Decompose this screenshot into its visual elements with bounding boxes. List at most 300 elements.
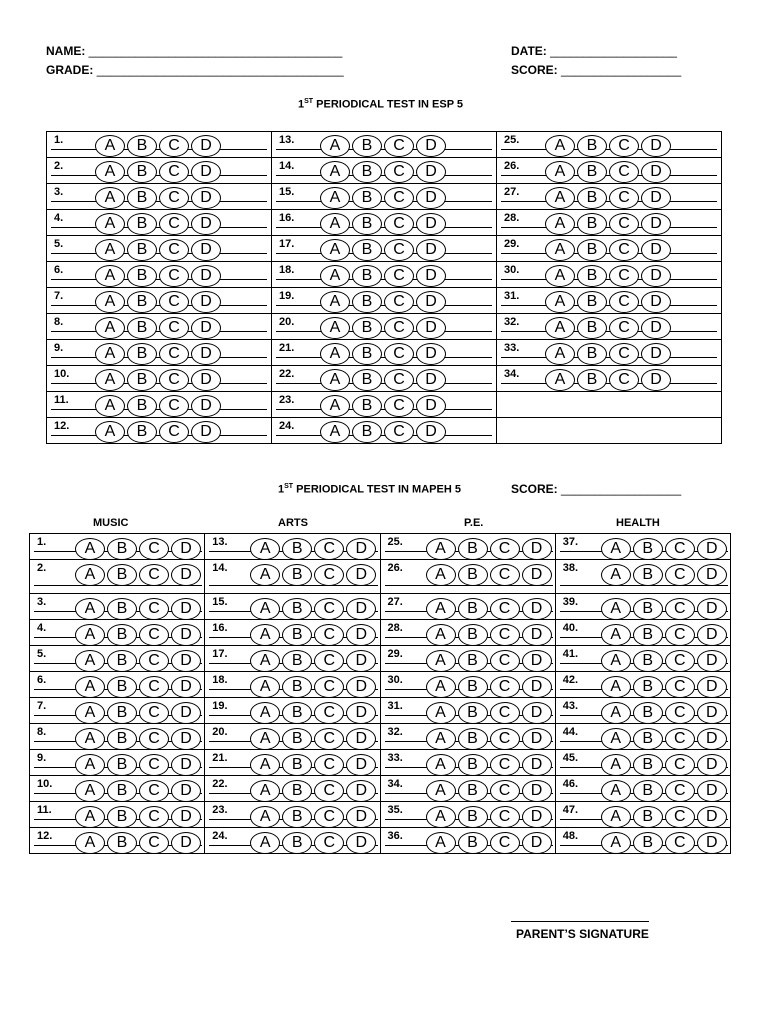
answer-bubble-b[interactable]: B: [352, 369, 382, 391]
answer-bubble-b[interactable]: B: [127, 265, 157, 287]
answer-bubble-a[interactable]: A: [426, 624, 456, 646]
answer-bubble-d[interactable]: D: [416, 239, 446, 261]
answer-bubble-b[interactable]: B: [107, 780, 137, 802]
answer-bubble-d[interactable]: D: [171, 728, 201, 750]
answer-bubble-d[interactable]: D: [171, 650, 201, 672]
answer-bubble-c[interactable]: C: [139, 702, 169, 724]
answer-bubble-b[interactable]: B: [352, 161, 382, 183]
answer-bubble-d[interactable]: D: [416, 187, 446, 209]
answer-bubble-b[interactable]: B: [577, 343, 607, 365]
answer-bubble-b[interactable]: B: [458, 624, 488, 646]
answer-bubble-a[interactable]: A: [426, 780, 456, 802]
answer-bubble-a[interactable]: A: [320, 395, 350, 417]
answer-bubble-d[interactable]: D: [522, 650, 552, 672]
answer-bubble-a[interactable]: A: [426, 832, 456, 854]
answer-bubble-d[interactable]: D: [416, 161, 446, 183]
answer-bubble-b[interactable]: B: [458, 780, 488, 802]
answer-bubble-a[interactable]: A: [250, 598, 280, 620]
answer-bubble-a[interactable]: A: [75, 624, 105, 646]
answer-bubble-c[interactable]: C: [384, 317, 414, 339]
answer-bubble-c[interactable]: C: [665, 832, 695, 854]
answer-bubble-c[interactable]: C: [490, 832, 520, 854]
grade-blank[interactable]: _____________________________________: [96, 63, 344, 77]
answer-bubble-a[interactable]: A: [601, 564, 631, 586]
answer-bubble-c[interactable]: C: [609, 135, 639, 157]
answer-bubble-d[interactable]: D: [697, 564, 727, 586]
answer-bubble-b[interactable]: B: [107, 728, 137, 750]
answer-bubble-b[interactable]: B: [107, 832, 137, 854]
answer-bubble-b[interactable]: B: [127, 187, 157, 209]
answer-bubble-b[interactable]: B: [458, 598, 488, 620]
answer-bubble-c[interactable]: C: [665, 806, 695, 828]
answer-bubble-b[interactable]: B: [282, 650, 312, 672]
answer-bubble-d[interactable]: D: [641, 187, 671, 209]
answer-bubble-c[interactable]: C: [665, 728, 695, 750]
answer-bubble-d[interactable]: D: [416, 135, 446, 157]
answer-bubble-d[interactable]: D: [346, 624, 376, 646]
answer-bubble-b[interactable]: B: [127, 213, 157, 235]
answer-bubble-c[interactable]: C: [384, 265, 414, 287]
answer-bubble-b[interactable]: B: [107, 598, 137, 620]
answer-bubble-c[interactable]: C: [314, 624, 344, 646]
answer-bubble-a[interactable]: A: [601, 728, 631, 750]
answer-bubble-d[interactable]: D: [522, 728, 552, 750]
answer-bubble-c[interactable]: C: [384, 161, 414, 183]
answer-bubble-c[interactable]: C: [314, 754, 344, 776]
answer-bubble-d[interactable]: D: [522, 538, 552, 560]
answer-bubble-d[interactable]: D: [522, 780, 552, 802]
answer-bubble-a[interactable]: A: [250, 806, 280, 828]
answer-bubble-d[interactable]: D: [697, 598, 727, 620]
answer-bubble-b[interactable]: B: [282, 598, 312, 620]
answer-bubble-a[interactable]: A: [75, 780, 105, 802]
answer-bubble-d[interactable]: D: [416, 291, 446, 313]
answer-bubble-c[interactable]: C: [139, 564, 169, 586]
answer-bubble-c[interactable]: C: [665, 754, 695, 776]
answer-bubble-b[interactable]: B: [458, 564, 488, 586]
answer-bubble-b[interactable]: B: [577, 239, 607, 261]
answer-bubble-d[interactable]: D: [416, 421, 446, 443]
answer-bubble-d[interactable]: D: [171, 780, 201, 802]
answer-bubble-d[interactable]: D: [697, 538, 727, 560]
answer-bubble-b[interactable]: B: [127, 291, 157, 313]
answer-bubble-a[interactable]: A: [95, 213, 125, 235]
answer-bubble-d[interactable]: D: [697, 780, 727, 802]
answer-bubble-d[interactable]: D: [697, 806, 727, 828]
answer-bubble-a[interactable]: A: [601, 624, 631, 646]
answer-bubble-a[interactable]: A: [545, 369, 575, 391]
answer-bubble-a[interactable]: A: [75, 728, 105, 750]
answer-bubble-c[interactable]: C: [609, 291, 639, 313]
answer-bubble-d[interactable]: D: [641, 369, 671, 391]
answer-bubble-c[interactable]: C: [159, 369, 189, 391]
answer-bubble-b[interactable]: B: [282, 564, 312, 586]
answer-bubble-a[interactable]: A: [426, 538, 456, 560]
answer-bubble-d[interactable]: D: [191, 135, 221, 157]
answer-bubble-b[interactable]: B: [107, 754, 137, 776]
answer-bubble-b[interactable]: B: [282, 702, 312, 724]
answer-bubble-b[interactable]: B: [633, 780, 663, 802]
answer-bubble-d[interactable]: D: [641, 135, 671, 157]
answer-bubble-b[interactable]: B: [282, 624, 312, 646]
answer-bubble-a[interactable]: A: [545, 135, 575, 157]
answer-bubble-b[interactable]: B: [577, 291, 607, 313]
answer-bubble-c[interactable]: C: [609, 239, 639, 261]
answer-bubble-a[interactable]: A: [75, 754, 105, 776]
answer-bubble-b[interactable]: B: [458, 832, 488, 854]
answer-bubble-d[interactable]: D: [697, 702, 727, 724]
answer-bubble-a[interactable]: A: [601, 806, 631, 828]
answer-bubble-a[interactable]: A: [250, 832, 280, 854]
answer-bubble-b[interactable]: B: [107, 538, 137, 560]
answer-bubble-d[interactable]: D: [346, 538, 376, 560]
answer-bubble-c[interactable]: C: [314, 832, 344, 854]
answer-bubble-c[interactable]: C: [384, 343, 414, 365]
answer-bubble-a[interactable]: A: [95, 343, 125, 365]
answer-bubble-b[interactable]: B: [633, 624, 663, 646]
answer-bubble-d[interactable]: D: [171, 676, 201, 698]
answer-bubble-c[interactable]: C: [139, 538, 169, 560]
answer-bubble-d[interactable]: D: [697, 754, 727, 776]
answer-bubble-c[interactable]: C: [609, 369, 639, 391]
answer-bubble-b[interactable]: B: [577, 265, 607, 287]
answer-bubble-d[interactable]: D: [641, 213, 671, 235]
answer-bubble-d[interactable]: D: [346, 564, 376, 586]
answer-bubble-c[interactable]: C: [314, 650, 344, 672]
answer-bubble-d[interactable]: D: [416, 369, 446, 391]
answer-bubble-b[interactable]: B: [633, 728, 663, 750]
answer-bubble-d[interactable]: D: [346, 650, 376, 672]
answer-bubble-b[interactable]: B: [577, 317, 607, 339]
answer-bubble-a[interactable]: A: [320, 135, 350, 157]
answer-bubble-a[interactable]: A: [95, 291, 125, 313]
answer-bubble-a[interactable]: A: [426, 806, 456, 828]
answer-bubble-d[interactable]: D: [522, 564, 552, 586]
answer-bubble-b[interactable]: B: [107, 650, 137, 672]
answer-bubble-a[interactable]: A: [601, 702, 631, 724]
grade-field[interactable]: [46, 63, 344, 77]
mapeh-score-field[interactable]: [511, 482, 681, 496]
answer-bubble-c[interactable]: C: [609, 265, 639, 287]
answer-bubble-b[interactable]: B: [282, 538, 312, 560]
answer-bubble-c[interactable]: C: [139, 832, 169, 854]
answer-bubble-d[interactable]: D: [191, 265, 221, 287]
answer-bubble-c[interactable]: C: [665, 564, 695, 586]
answer-bubble-c[interactable]: C: [490, 780, 520, 802]
answer-bubble-a[interactable]: A: [545, 213, 575, 235]
answer-bubble-b[interactable]: B: [577, 369, 607, 391]
answer-bubble-a[interactable]: A: [250, 564, 280, 586]
answer-bubble-c[interactable]: C: [665, 780, 695, 802]
answer-bubble-a[interactable]: A: [75, 806, 105, 828]
answer-bubble-a[interactable]: A: [95, 317, 125, 339]
answer-bubble-c[interactable]: C: [490, 598, 520, 620]
answer-bubble-c[interactable]: C: [490, 702, 520, 724]
answer-bubble-d[interactable]: D: [697, 624, 727, 646]
answer-bubble-c[interactable]: C: [314, 702, 344, 724]
answer-bubble-c[interactable]: C: [490, 538, 520, 560]
answer-bubble-a[interactable]: A: [75, 676, 105, 698]
answer-bubble-a[interactable]: A: [601, 780, 631, 802]
answer-bubble-b[interactable]: B: [127, 421, 157, 443]
answer-bubble-b[interactable]: B: [458, 728, 488, 750]
answer-bubble-a[interactable]: A: [95, 187, 125, 209]
answer-bubble-c[interactable]: C: [609, 317, 639, 339]
answer-bubble-a[interactable]: A: [601, 832, 631, 854]
answer-bubble-c[interactable]: C: [384, 395, 414, 417]
answer-bubble-d[interactable]: D: [416, 343, 446, 365]
answer-bubble-c[interactable]: C: [314, 728, 344, 750]
answer-bubble-a[interactable]: A: [601, 754, 631, 776]
answer-bubble-c[interactable]: C: [490, 806, 520, 828]
answer-bubble-d[interactable]: D: [191, 187, 221, 209]
answer-bubble-d[interactable]: D: [191, 213, 221, 235]
answer-bubble-b[interactable]: B: [458, 702, 488, 724]
answer-bubble-a[interactable]: A: [75, 598, 105, 620]
answer-bubble-d[interactable]: D: [697, 832, 727, 854]
answer-bubble-c[interactable]: C: [609, 187, 639, 209]
answer-bubble-d[interactable]: D: [416, 317, 446, 339]
answer-bubble-c[interactable]: C: [665, 702, 695, 724]
answer-bubble-c[interactable]: C: [139, 780, 169, 802]
answer-bubble-b[interactable]: B: [282, 676, 312, 698]
answer-bubble-c[interactable]: C: [314, 598, 344, 620]
answer-bubble-b[interactable]: B: [352, 213, 382, 235]
answer-bubble-d[interactable]: D: [522, 598, 552, 620]
answer-bubble-b[interactable]: B: [352, 265, 382, 287]
answer-bubble-c[interactable]: C: [609, 161, 639, 183]
answer-bubble-a[interactable]: A: [320, 343, 350, 365]
answer-bubble-d[interactable]: D: [697, 650, 727, 672]
answer-bubble-a[interactable]: A: [320, 369, 350, 391]
answer-bubble-a[interactable]: A: [250, 780, 280, 802]
answer-bubble-d[interactable]: D: [346, 806, 376, 828]
answer-bubble-a[interactable]: A: [95, 265, 125, 287]
answer-bubble-c[interactable]: C: [384, 213, 414, 235]
answer-bubble-d[interactable]: D: [641, 161, 671, 183]
answer-bubble-a[interactable]: A: [250, 728, 280, 750]
answer-bubble-c[interactable]: C: [314, 564, 344, 586]
answer-bubble-d[interactable]: D: [697, 676, 727, 698]
answer-bubble-c[interactable]: C: [314, 676, 344, 698]
answer-bubble-c[interactable]: C: [665, 624, 695, 646]
answer-bubble-c[interactable]: C: [159, 317, 189, 339]
answer-bubble-c[interactable]: C: [490, 624, 520, 646]
answer-bubble-a[interactable]: A: [95, 161, 125, 183]
answer-bubble-b[interactable]: B: [127, 369, 157, 391]
answer-bubble-d[interactable]: D: [346, 754, 376, 776]
answer-bubble-d[interactable]: D: [522, 832, 552, 854]
answer-bubble-a[interactable]: A: [75, 538, 105, 560]
answer-bubble-a[interactable]: A: [320, 317, 350, 339]
answer-bubble-d[interactable]: D: [191, 317, 221, 339]
answer-bubble-c[interactable]: C: [139, 754, 169, 776]
answer-bubble-b[interactable]: B: [107, 702, 137, 724]
answer-bubble-b[interactable]: B: [577, 135, 607, 157]
answer-bubble-d[interactable]: D: [346, 702, 376, 724]
answer-bubble-b[interactable]: B: [352, 317, 382, 339]
answer-bubble-b[interactable]: B: [282, 806, 312, 828]
answer-bubble-b[interactable]: B: [633, 806, 663, 828]
answer-bubble-b[interactable]: B: [127, 239, 157, 261]
answer-bubble-b[interactable]: B: [633, 564, 663, 586]
answer-bubble-a[interactable]: A: [320, 265, 350, 287]
answer-bubble-a[interactable]: A: [320, 421, 350, 443]
answer-bubble-b[interactable]: B: [107, 806, 137, 828]
answer-bubble-c[interactable]: C: [159, 213, 189, 235]
answer-bubble-a[interactable]: A: [320, 161, 350, 183]
answer-bubble-b[interactable]: B: [577, 161, 607, 183]
answer-bubble-c[interactable]: C: [139, 728, 169, 750]
answer-bubble-a[interactable]: A: [545, 161, 575, 183]
answer-bubble-b[interactable]: B: [633, 754, 663, 776]
answer-bubble-b[interactable]: B: [127, 317, 157, 339]
answer-bubble-c[interactable]: C: [159, 187, 189, 209]
date-field[interactable]: [511, 44, 677, 58]
answer-bubble-d[interactable]: D: [641, 239, 671, 261]
answer-bubble-b[interactable]: B: [352, 187, 382, 209]
answer-bubble-b[interactable]: B: [458, 754, 488, 776]
answer-bubble-d[interactable]: D: [416, 395, 446, 417]
answer-bubble-b[interactable]: B: [458, 806, 488, 828]
answer-bubble-c[interactable]: C: [490, 650, 520, 672]
answer-bubble-a[interactable]: A: [426, 702, 456, 724]
answer-bubble-d[interactable]: D: [171, 832, 201, 854]
answer-bubble-a[interactable]: A: [545, 239, 575, 261]
answer-bubble-d[interactable]: D: [171, 598, 201, 620]
answer-bubble-c[interactable]: C: [384, 421, 414, 443]
answer-bubble-b[interactable]: B: [352, 421, 382, 443]
answer-bubble-d[interactable]: D: [641, 291, 671, 313]
answer-bubble-d[interactable]: D: [697, 728, 727, 750]
answer-bubble-c[interactable]: C: [159, 239, 189, 261]
answer-bubble-a[interactable]: A: [95, 369, 125, 391]
answer-bubble-d[interactable]: D: [346, 598, 376, 620]
answer-bubble-d[interactable]: D: [171, 538, 201, 560]
answer-bubble-a[interactable]: A: [75, 832, 105, 854]
answer-bubble-d[interactable]: D: [522, 676, 552, 698]
answer-bubble-a[interactable]: A: [75, 650, 105, 672]
answer-bubble-d[interactable]: D: [171, 806, 201, 828]
answer-bubble-b[interactable]: B: [127, 343, 157, 365]
answer-bubble-b[interactable]: B: [577, 213, 607, 235]
answer-bubble-d[interactable]: D: [191, 395, 221, 417]
answer-bubble-b[interactable]: B: [127, 395, 157, 417]
score-blank[interactable]: __________________: [561, 63, 682, 77]
answer-bubble-d[interactable]: D: [641, 343, 671, 365]
name-field[interactable]: [46, 44, 342, 58]
answer-bubble-c[interactable]: C: [159, 343, 189, 365]
answer-bubble-a[interactable]: A: [75, 564, 105, 586]
answer-bubble-d[interactable]: D: [171, 624, 201, 646]
answer-bubble-b[interactable]: B: [282, 832, 312, 854]
answer-bubble-c[interactable]: C: [159, 161, 189, 183]
answer-bubble-d[interactable]: D: [416, 265, 446, 287]
answer-bubble-b[interactable]: B: [633, 650, 663, 672]
answer-bubble-a[interactable]: A: [426, 564, 456, 586]
answer-bubble-d[interactable]: D: [346, 676, 376, 698]
answer-bubble-d[interactable]: D: [171, 702, 201, 724]
answer-bubble-a[interactable]: A: [250, 624, 280, 646]
answer-bubble-c[interactable]: C: [490, 754, 520, 776]
answer-bubble-a[interactable]: A: [250, 702, 280, 724]
answer-bubble-c[interactable]: C: [139, 806, 169, 828]
answer-bubble-d[interactable]: D: [522, 702, 552, 724]
answer-bubble-b[interactable]: B: [633, 702, 663, 724]
answer-bubble-d[interactable]: D: [191, 343, 221, 365]
answer-bubble-c[interactable]: C: [159, 265, 189, 287]
answer-bubble-d[interactable]: D: [191, 161, 221, 183]
answer-bubble-a[interactable]: A: [250, 650, 280, 672]
answer-bubble-a[interactable]: A: [95, 421, 125, 443]
name-blank[interactable]: ______________________________________: [88, 44, 343, 58]
answer-bubble-c[interactable]: C: [665, 676, 695, 698]
answer-bubble-b[interactable]: B: [282, 754, 312, 776]
answer-bubble-b[interactable]: B: [107, 676, 137, 698]
answer-bubble-c[interactable]: C: [665, 538, 695, 560]
answer-bubble-a[interactable]: A: [75, 702, 105, 724]
answer-bubble-d[interactable]: D: [346, 728, 376, 750]
answer-bubble-c[interactable]: C: [314, 780, 344, 802]
answer-bubble-a[interactable]: A: [601, 598, 631, 620]
answer-bubble-b[interactable]: B: [107, 564, 137, 586]
answer-bubble-d[interactable]: D: [416, 213, 446, 235]
answer-bubble-a[interactable]: A: [320, 239, 350, 261]
answer-bubble-a[interactable]: A: [426, 754, 456, 776]
answer-bubble-c[interactable]: C: [490, 728, 520, 750]
answer-bubble-a[interactable]: A: [426, 728, 456, 750]
answer-bubble-b[interactable]: B: [127, 161, 157, 183]
answer-bubble-c[interactable]: C: [159, 291, 189, 313]
answer-bubble-c[interactable]: C: [384, 187, 414, 209]
answer-bubble-d[interactable]: D: [191, 291, 221, 313]
answer-bubble-a[interactable]: A: [426, 650, 456, 672]
answer-bubble-a[interactable]: A: [601, 538, 631, 560]
answer-bubble-a[interactable]: A: [545, 265, 575, 287]
answer-bubble-c[interactable]: C: [384, 291, 414, 313]
answer-bubble-b[interactable]: B: [282, 728, 312, 750]
answer-bubble-c[interactable]: C: [665, 598, 695, 620]
answer-bubble-b[interactable]: B: [458, 650, 488, 672]
answer-bubble-c[interactable]: C: [384, 135, 414, 157]
answer-bubble-c[interactable]: C: [139, 624, 169, 646]
answer-bubble-a[interactable]: A: [95, 395, 125, 417]
answer-bubble-b[interactable]: B: [633, 676, 663, 698]
answer-bubble-b[interactable]: B: [282, 780, 312, 802]
answer-bubble-a[interactable]: A: [545, 187, 575, 209]
answer-bubble-b[interactable]: B: [352, 291, 382, 313]
answer-bubble-a[interactable]: A: [426, 598, 456, 620]
answer-bubble-a[interactable]: A: [320, 291, 350, 313]
answer-bubble-c[interactable]: C: [609, 213, 639, 235]
answer-bubble-a[interactable]: A: [95, 239, 125, 261]
answer-bubble-b[interactable]: B: [127, 135, 157, 157]
answer-bubble-d[interactable]: D: [191, 239, 221, 261]
answer-bubble-a[interactable]: A: [95, 135, 125, 157]
answer-bubble-d[interactable]: D: [522, 624, 552, 646]
answer-bubble-b[interactable]: B: [633, 832, 663, 854]
answer-bubble-c[interactable]: C: [139, 650, 169, 672]
answer-bubble-b[interactable]: B: [352, 135, 382, 157]
answer-bubble-d[interactable]: D: [346, 780, 376, 802]
answer-bubble-b[interactable]: B: [633, 598, 663, 620]
answer-bubble-b[interactable]: B: [352, 239, 382, 261]
answer-bubble-c[interactable]: C: [159, 395, 189, 417]
answer-bubble-c[interactable]: C: [159, 135, 189, 157]
answer-bubble-b[interactable]: B: [352, 343, 382, 365]
answer-bubble-d[interactable]: D: [641, 317, 671, 339]
answer-bubble-a[interactable]: A: [426, 676, 456, 698]
